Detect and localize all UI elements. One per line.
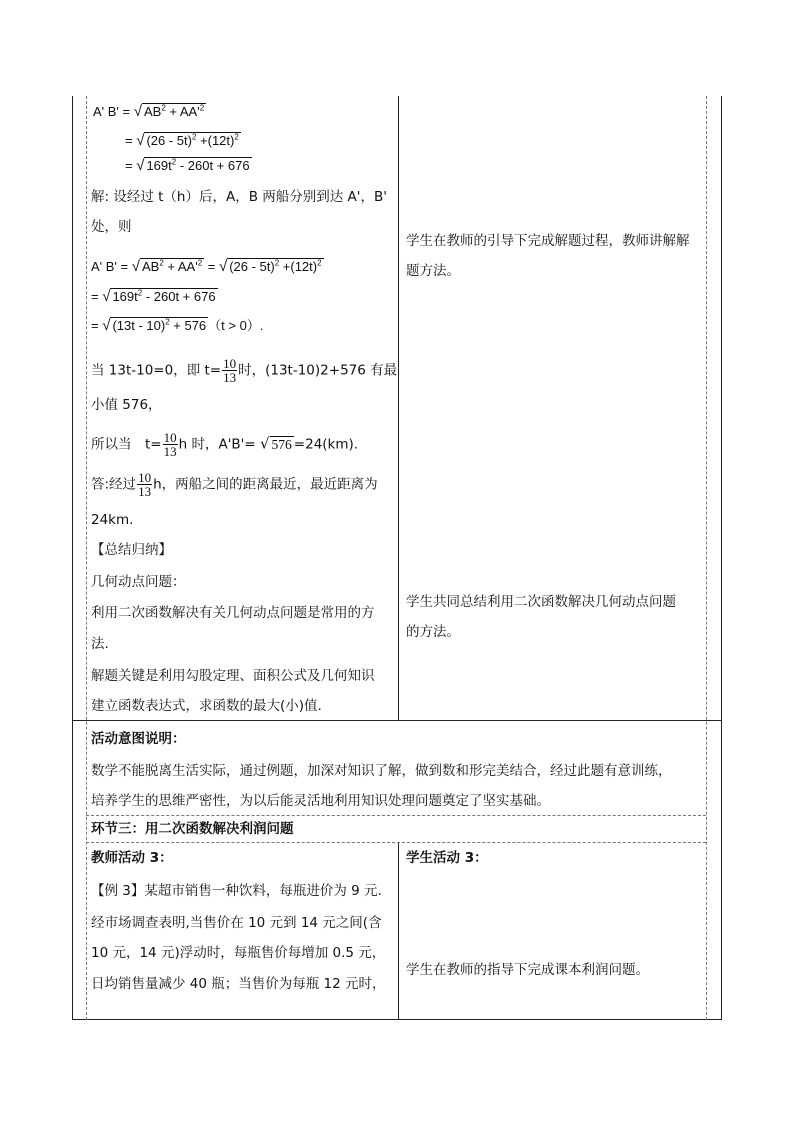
answer-line: 答:经过 $\frac{10}{13}$ h，两船之间的距离最近，最近距离为 <box>91 470 378 499</box>
formula-line-2: = √ $(26 - 5t)^2 +(12t)^2$ <box>125 132 239 149</box>
formula-line-5: = √ $169t^2 - 260t + 676$ <box>91 288 216 305</box>
when-line: 当 13t-10=0，即 t= $\frac{10}{13}$ 时，(13t-10)2+576 有最 <box>91 356 398 385</box>
intent-line-2: 培养学生的思维严密性，为以后能灵活地利用知识处理问题奠定了坚实基础。 <box>91 793 550 809</box>
formula-line-3: = √ $169t^2 - 260t + 676$ <box>125 157 250 174</box>
formula-line-1: A' B' = √ $AB^2 + AA'^2$ <box>93 103 205 120</box>
so-line: 所以当 t= $\frac{10}{13}$ h 时，A'B'= √ 576 =24(km). <box>91 430 359 459</box>
teacher-line-3: 10 元，14 元)浮动时，每瓶售价每增加 0.5 元， <box>91 945 386 961</box>
section-3-title: 环节三：用二次函数解决利润问题 <box>91 821 294 837</box>
student-activity-line-1: 学生在教师的指导下完成课本利润问题。 <box>406 962 649 978</box>
summary-line-1: 几何动点问题： <box>91 574 186 590</box>
student-activity-title: 学生活动 3： <box>406 850 488 866</box>
teacher-line-1: 【例 3】某超市销售一种饮料，每瓶进价为 9 元. <box>91 883 382 899</box>
student-note-2b: 的方法。 <box>406 624 460 640</box>
summary-line-3b: 建立函数表达式，求函数的最大(小)值. <box>91 698 322 714</box>
summary-line-2a: 利用二次函数解决有关几何动点问题是常用的方 <box>91 605 375 621</box>
formula-line-4: A' B' = √ $AB^2 + AA'^2$ = √ $(26 - 5t)^2 +(12t)^2$ <box>91 258 322 275</box>
summary-title: 【总结归纳】 <box>91 542 172 558</box>
student-note-1b: 题方法。 <box>406 263 460 279</box>
solution-line-2: 处，则 <box>91 219 132 235</box>
student-note-2a: 学生共同总结利用二次函数解决几何动点问题 <box>406 594 676 610</box>
teacher-line-4: 日均销售量减少 40 瓶；当售价为每瓶 12 元时， <box>91 976 386 992</box>
teacher-activity-title: 教师活动 3： <box>91 850 173 866</box>
min-value-line: 小值 576， <box>91 397 162 413</box>
student-note-1a: 学生在教师的引导下完成解题过程，教师讲解解 <box>406 233 690 249</box>
intent-title: 活动意图说明： <box>91 731 186 747</box>
solution-line-1: 解: 设经过 t（h）后，A，B 两船分别到达 A'，B' <box>91 189 387 205</box>
summary-line-3a: 解题关键是利用勾股定理、面积公式及几何知识 <box>91 668 375 684</box>
fraction-10-13: $\frac{10}{13}$ <box>223 356 237 385</box>
answer-end: 24km. <box>91 512 134 528</box>
intent-line-1: 数学不能脱离生活实际，通过例题，加深对知识了解，做到数和形完美结合，经过此题有意训练， <box>91 763 672 779</box>
summary-line-2b: 法. <box>91 636 109 652</box>
formula-line-6: = √ (13t - 10)$^2$ + 576 （t > 0）. <box>91 317 264 334</box>
teacher-line-2: 经市场调查表明,当售价在 10 元到 14 元之间(含 <box>91 915 382 931</box>
